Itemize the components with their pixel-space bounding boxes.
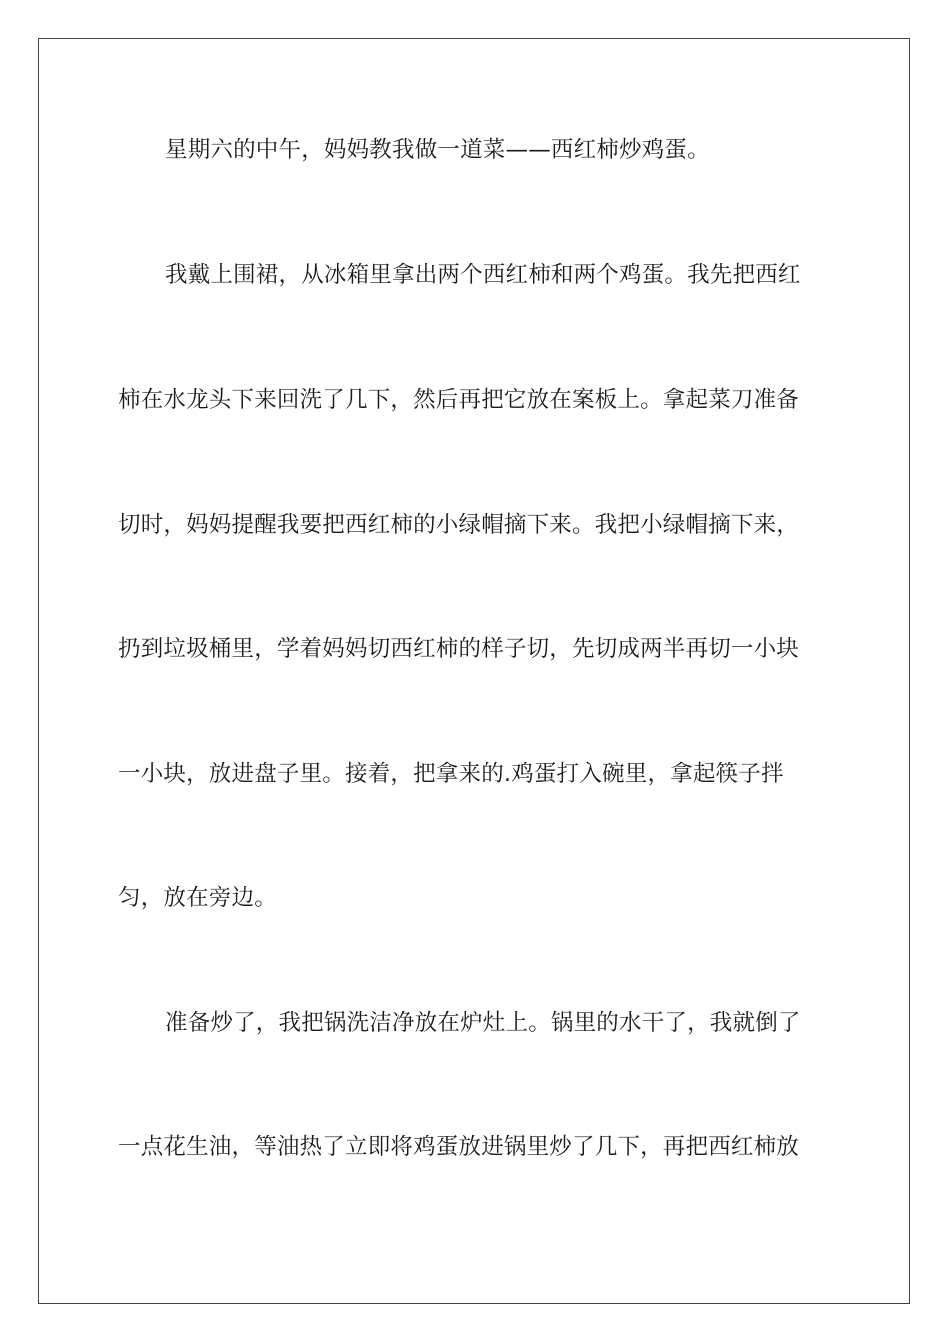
paragraph-3-line-1: 准备炒了，我把锅洗洁净放在炉灶上。锅里的水干了，我就倒了 xyxy=(165,1010,801,1036)
paragraph-2-line-2: 柿在水龙头下来回洗了几下，然后再把它放在案板上。拿起菜刀准备 xyxy=(118,387,800,413)
paragraph-3-line-2: 一点花生油，等油热了立即将鸡蛋放进锅里炒了几下，再把西红柿放 xyxy=(118,1134,800,1160)
paragraph-2-line-3: 切时，妈妈提醒我要把西红柿的小绿帽摘下来。我把小绿帽摘下来， xyxy=(118,512,800,538)
paragraph-2-line-4: 扔到垃圾桶里，学着妈妈切西红柿的样子切，先切成两半再切一小块 xyxy=(118,636,800,662)
paragraph-2-line-1: 我戴上围裙，从冰箱里拿出两个西红柿和两个鸡蛋。我先把西红 xyxy=(165,262,801,288)
paragraph-2-line-5: 一小块，放进盘子里。接着，把拿来的.鸡蛋打入碗里，拿起筷子拌 xyxy=(118,761,784,787)
paragraph-1-line-1: 星期六的中午，妈妈教我做一道菜——西红柿炒鸡蛋。 xyxy=(165,137,710,163)
page-border xyxy=(38,38,910,1304)
paragraph-2-line-6: 匀，放在旁边。 xyxy=(118,885,277,911)
